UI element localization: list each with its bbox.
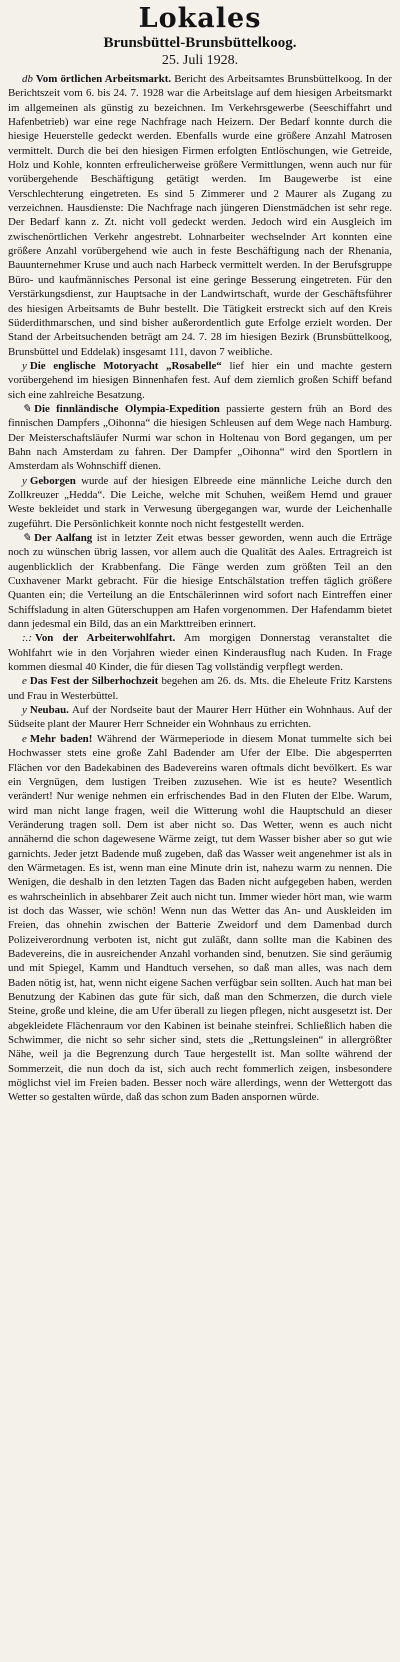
article-body: passierte gestern früh an Bord des finnischen Dampfers „Oihonna“ die hiesigen Schleusen auf dem Wege nach Hamburg. Der Meisterschaftsläufer Nurmi war schon in Holtenau von Bord gegangen, um per Bahn nach Amsterdam zu fahren. Der Dampfer „Oihonna“ wird den Sportlern in Amsterdam als Wohnschiff dienen. <box>8 402 392 473</box>
article-geborgen <box>8 474 392 531</box>
section-subtitle: Brunsbüttel-Brunsbüttelkoog. <box>103 35 297 51</box>
article-arbeiterwohlfahrt <box>8 631 392 674</box>
article-olympia-expedition <box>8 402 392 474</box>
article-headline: Neubau. <box>29 704 69 717</box>
article-motoryacht <box>8 359 392 402</box>
article-mark: ✎ <box>22 532 32 544</box>
article-mark: e <box>22 675 27 688</box>
article-mark: db <box>22 73 33 85</box>
article-arbeitsmarkt <box>8 72 392 359</box>
article-mark: y <box>22 474 27 487</box>
article-headline: Die englische Motoryacht „Rosabelle“ <box>29 359 222 372</box>
article-mark: y <box>22 704 27 717</box>
dateline: 25. Juli 1928. <box>161 53 239 68</box>
newspaper-page <box>8 0 392 1650</box>
masthead <box>8 4 392 69</box>
article-headline: Die finnländische Olympia-Expedition <box>34 402 220 415</box>
article-mark: ✎ <box>22 402 32 415</box>
article-body: Am morgigen Donnerstag veranstaltet die Wohlfahrt wie in den Vorjahren wieder einen Kinderausflug nach Kuden. In Frage kommen diesmal 40 Kinder, die für diesen Tag vollständig verpflegt werden. <box>8 632 392 674</box>
article-mark: e <box>22 732 27 745</box>
article-body: Bericht des Arbeitsamtes Brunsbüttelkoog. In der Berichtszeit vom 6. bis 24. 7. 1928 war die Arbeitslage auf dem hiesigen Arbeitsmarkt im allgemeinen als günstig zu bezeichnen. Im Verkehrsgewerbe (Seeschiffahrt und Hafenbetrieb) war eine rege Nachfrage nach Heizern. Der Bedarf konnte durch die hiesige Heuerstelle gedeckt werden. Ebenfalls wurde eine größere Anzahl Matrosen vermittelt. Durch die bei den hiesigen Firmen erfolgten Entlöschungen, wie Getreide, Holz und Kohle, konnten erfreulicherweise größere Vermittlungen, wenn auch nur für vorübergehende Beschäftigung getätigt werden. Im Baugewerbe ist eine Verschlechterung eingetreten. Es sind 5 Zimmerer und 2 Maurer als Zugang zu verzeichnen. Hausdienste: Die Nachfrage nach jüngeren Dienstmädchen ist sehr rege. Der Bedarf kann z. Zt. nicht voll gedeckt werden. Jedoch wird ein Ausgleich im zwischenörtlichen Verkehr angestrebt. Lohnarbeiter wechselnder Art konnten eine größere Anzahl vorübergehend wie auch in feste Beschäftigung nach der Rhenania, Bauunternehmer Kruse und auch nach Harbeck vermittelt werden. In der Berufsgruppe Büro- und kaufmännisches Personal ist eine geringe Besserung eingetreten. Für den Verstärkungsdienst, zur Hauptsache in der Landwirtschaft, wurde der Geschäftsführer des hiesigen Arbeitsamts de Buhr bestellt. Die Tätigkeit erstreckt sich auf den Kreis Süderdithmarschen, und sind bisher außerordentlich gute Erfolge erzielt worden. Der Stand der Arbeitsuchenden beträgt am 24. 7. 28 im hiesigen Bezirk (Brunsbüttelkoog, Brunsbüttel und Eddelak) insgesamt 111, davon 7 weibliche. <box>8 73 392 358</box>
article-body: lief hier ein und machte gestern vorübergehend im hiesigen Binnenhafen fest. Auf dem ziemlich großen Schiff befand sich eine zahlreiche Besatzung. <box>8 359 392 401</box>
article-body: wurde auf der hiesigen Elbreede eine männliche Leiche durch den Zollkreuzer „Hedda“. Die Leiche, welche mit Schuhen, weißem Hemd und grauer Weste bekleidet und stark in Verwesung übergegangen war, wurde der Leichenhalle zugeführt. Die Persönlichkeit konnte noch nicht festgestellt werden. <box>8 474 392 530</box>
article-mehr-baden <box>8 732 392 1105</box>
article-headline: Das Fest der Silberhochzeit <box>29 675 159 688</box>
section-title: Lokales <box>138 3 262 34</box>
article-body: Auf der Nordseite baut der Maurer Herr Hüther ein Wohnhaus. Auf der Südseite plant der Maurer Herr Schneider ein Wohnhaus zu errichten. <box>8 704 392 731</box>
article-mark: y <box>22 359 27 372</box>
article-mark: :.: <box>22 632 32 645</box>
article-headline: Vom örtlichen Arbeitsmarkt. <box>35 73 172 85</box>
article-aalfang <box>8 531 392 631</box>
article-body: begehen am 26. ds. Mts. die Eheleute Fritz Karstens und Frau in Westerbüttel. <box>8 675 392 702</box>
article-body: ist in letzter Zeit etwas besser geworden, wenn auch die Erträge noch zu wünschen übrig lassen, vor allem auch die Qualität des Aales. Ertragreich ist augenblicklich der Krabbenfang. Die Fänge werden zum größten Teil an den Cuxhavener Markt gebracht. Für die hiesige Entschälstation treffen täglich größere Quanten ein; die Verteilung an die Entschälerinnen wird sofort nach Eintreffen einer Schiffsladung in alten Güterschuppen am Hafen vorgenommen. Der Hafendamm bietet dann jedesmal ein Bild, das an ein Markttreiben erinnert. <box>8 532 392 631</box>
article-headline: Mehr baden! <box>29 732 93 745</box>
article-headline: Von der Arbeiterwohlfahrt. <box>34 632 176 645</box>
article-silberhochzeit <box>8 674 392 703</box>
article-headline: Geborgen <box>29 474 76 487</box>
article-body: Während der Wärmeperiode in diesem Monat tummelte sich bei Hochwasser stets eine große Zahl Badender am Ufer der Elbe. Die abgesperrten Flächen vor den Badekabinen des Badevereins waren oftmals dicht bevölkert. Es war ein Vergnügen, dem lustigen Treiben zuzusehen. Wie ist es heute? Wesentlich verändert! Nur wenige nehmen ein erfrischendes Bad in den Fluten der Elbe. Warum, wird man nicht lange fragen, weil die Witterung wohl die Hauptschuld an dieser Veränderung tragen soll. Dem ist aber nicht so. Das Wetter, wenn es auch nicht annähernd die schon dagewesene Wärme zeigt, tut dem Wasser bisher aber so gut wie garnichts. Jeder jetzt Badende muß zugeben, daß das Wasser weit angenehmer ist als in den Wärmetagen. Es ist, wenn man eine Minute drin ist, nahezu warm zu nennen. Die Wenigen, die deshalb in den letzten Tagen das Baden nicht aufgegeben haben, werden es wahrscheinlich in absehbarer Zeit auch nicht tun. Immer wieder hört man, wie warm ist doch das Wasser, wie schön! Wenn nun das Wetter das An- und Auskleiden im Freien, das ohnehin zwischen der Batterie Zweidorf und dem Damenbad durch Polizeiverordnung verboten ist, nicht gut zuläßt, dann sollte man die Kabinen des Badevereins, die in ausreichender Anzahl vorhanden sind, benutzen. Sie sind geräumig und mit Spiegel, Kamm und Handtuch versehen, so daß man alles, was nach dem Baden nötig ist, hat, wenn nicht eigene Sachen verfügbar sein sollten. Auch hat man bei Benutzung der Kabinen das gute für sich, daß man den Schmerzen, die durch viele Steine, große und kleine, die am Ufer überall zu liegen pflegen, nicht ausgesetzt ist. Der abgekleidete Flächenraum vor den Kabinen ist beinahe steinfrei. Schließlich haben die Schwimmer, die nicht so sehr sicher sind, stets die „Rettungsleinen“ in allergrößter Nähe, weil ja die Begrenzung durch Taue hergestellt ist. Man sollte während der Sommerzeit, die nun doch da ist, sich auch recht fommerlich zeigen, insbesondere möglichst viel im Freien baden. Besser noch wäre allerdings, wenn der Wettergott das Wetter so gestalten würde, daß das schon zum Baden anspornen würde. <box>8 732 392 1104</box>
article-headline: Der Aalfang <box>34 532 93 544</box>
article-neubau <box>8 703 392 732</box>
